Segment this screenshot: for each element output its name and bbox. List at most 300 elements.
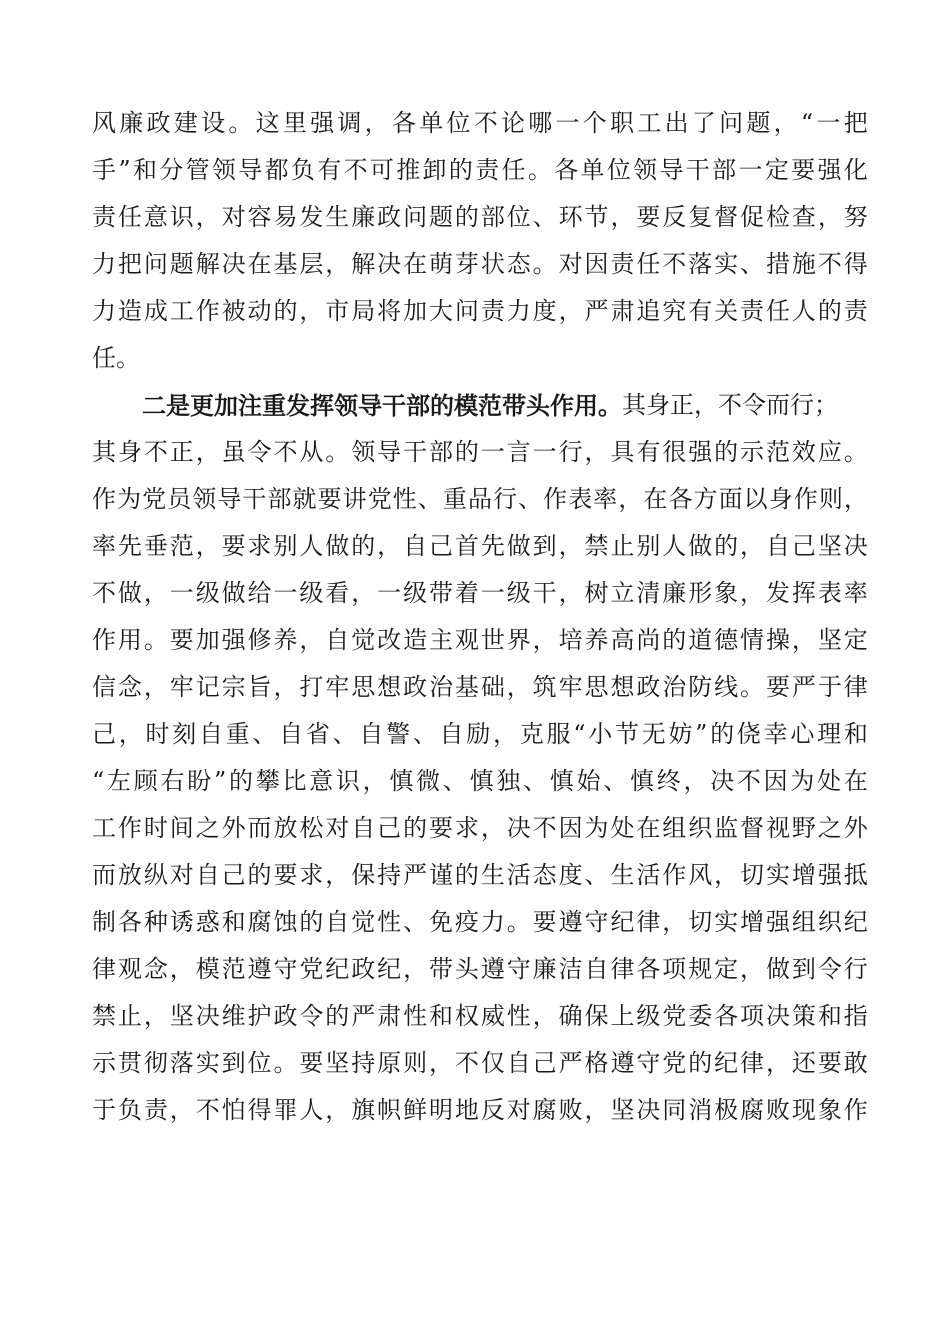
character: 人 xyxy=(299,1096,324,1124)
character: 论 xyxy=(500,109,525,137)
character: 定 xyxy=(764,156,789,184)
character: 持 xyxy=(377,861,402,889)
character: 品 xyxy=(467,485,492,513)
character: 同 xyxy=(662,1096,687,1124)
character: 题 xyxy=(169,250,194,278)
character: 确 xyxy=(558,1002,583,1030)
character: 遵 xyxy=(247,955,272,983)
character: 问 xyxy=(403,203,428,231)
character: 侥 xyxy=(736,720,761,748)
character: 示 xyxy=(92,1049,116,1077)
character: 己 xyxy=(532,1049,557,1077)
character: 要 xyxy=(791,156,816,184)
character: 从 xyxy=(299,438,324,466)
character: 、 xyxy=(412,720,437,748)
character: 卸 xyxy=(422,156,447,184)
character: 单 xyxy=(580,156,605,184)
character: 廉 xyxy=(119,109,144,137)
document-body xyxy=(92,100,868,1134)
character: 问 xyxy=(719,109,744,137)
character: 不 xyxy=(92,579,116,607)
character: 。 xyxy=(228,109,253,137)
character: ， xyxy=(740,532,765,560)
character: 决 xyxy=(710,767,735,795)
character: 工 xyxy=(637,109,662,137)
character: 范 xyxy=(765,438,790,466)
character: 任 xyxy=(501,156,526,184)
character: 责 xyxy=(740,297,765,325)
text-line xyxy=(92,617,868,664)
character: ， xyxy=(662,908,687,936)
text-line xyxy=(92,711,868,758)
character: 、 xyxy=(740,250,765,278)
character: 题 xyxy=(428,203,453,231)
character: 实 xyxy=(765,861,790,889)
character: 不 xyxy=(143,438,168,466)
character: 先 xyxy=(117,532,142,560)
character: 、 xyxy=(518,485,543,513)
character: 发 xyxy=(765,579,790,607)
character: 发 xyxy=(299,203,324,231)
character: 很 xyxy=(662,438,687,466)
character: 牢 xyxy=(558,673,583,701)
text-line xyxy=(92,429,868,476)
character: 帜 xyxy=(377,1096,402,1124)
character: 党 xyxy=(142,485,167,513)
character: ， xyxy=(169,955,194,983)
character: 外 xyxy=(221,814,246,842)
character: 思 xyxy=(584,673,609,701)
character: 先 xyxy=(480,532,505,560)
character: 得 xyxy=(247,1096,272,1124)
character: 维 xyxy=(221,1002,246,1030)
character: 做 xyxy=(117,579,142,607)
character: 委 xyxy=(688,1002,713,1030)
character: 解 xyxy=(195,250,220,278)
character: 禁 xyxy=(92,1002,116,1030)
character: 纪 xyxy=(843,908,868,936)
character: 的 xyxy=(448,156,473,184)
character: 省 xyxy=(305,720,330,748)
character: 着 xyxy=(454,579,479,607)
character: 要 xyxy=(317,485,342,513)
character: 谨 xyxy=(428,861,453,889)
character: 免 xyxy=(428,908,453,936)
character: 作 xyxy=(195,297,220,325)
character: 牢 xyxy=(169,673,194,701)
character: ， xyxy=(118,720,143,748)
character: 带 xyxy=(428,579,453,607)
character: 牢 xyxy=(325,673,350,701)
character: 腐 xyxy=(247,908,272,936)
character: 慎 xyxy=(549,767,574,795)
character: 。 xyxy=(273,1049,298,1077)
character: 言 xyxy=(506,438,531,466)
character: 、 xyxy=(252,720,277,748)
character: 各 xyxy=(554,156,579,184)
character: 力 xyxy=(480,908,505,936)
character: ， xyxy=(325,250,350,278)
character: 想 xyxy=(610,673,635,701)
character: 松 xyxy=(299,814,324,842)
character: 头 xyxy=(454,955,479,983)
character: 决 xyxy=(636,1096,661,1124)
character: 导 xyxy=(217,485,242,513)
character: 的 xyxy=(817,297,842,325)
character: 措 xyxy=(765,250,790,278)
character: ， xyxy=(610,203,635,231)
character: 实 xyxy=(714,908,739,936)
character: 各 xyxy=(714,1002,739,1030)
character: 的 xyxy=(351,532,376,560)
character: 级 xyxy=(299,579,324,607)
character: 在 xyxy=(643,485,668,513)
character: 人 xyxy=(662,532,687,560)
character: 率 xyxy=(843,579,868,607)
character: 和 xyxy=(221,908,246,936)
character: 而 xyxy=(247,814,272,842)
character: 问 xyxy=(454,297,479,325)
character: 动 xyxy=(247,297,272,325)
character: ， xyxy=(428,1049,453,1077)
text-line xyxy=(92,382,868,429)
character: 令 xyxy=(299,1002,324,1030)
character: 刻 xyxy=(172,720,197,748)
character: “ xyxy=(800,109,814,137)
text-line xyxy=(92,335,868,382)
character: 决 xyxy=(221,250,246,278)
character: 关 xyxy=(714,297,739,325)
character: 识 xyxy=(335,767,360,795)
character: 单 xyxy=(419,109,444,137)
character: 里 xyxy=(282,109,307,137)
character: 自 xyxy=(279,720,304,748)
character: 的 xyxy=(454,438,479,466)
character: 、 xyxy=(532,203,557,231)
character: 化 xyxy=(843,156,868,184)
character: 幸 xyxy=(763,720,788,748)
character: 念 xyxy=(117,673,142,701)
character: 始 xyxy=(576,767,601,795)
character: 风 xyxy=(92,109,116,137)
character: 时 xyxy=(143,814,168,842)
character: 。 xyxy=(506,908,531,936)
character: 为 xyxy=(117,485,142,513)
character: 清 xyxy=(636,579,661,607)
character: 、 xyxy=(417,485,442,513)
character: 不 xyxy=(343,156,368,184)
character: 自 xyxy=(325,626,350,654)
character: 筑 xyxy=(532,673,557,701)
character: 警 xyxy=(386,720,411,748)
character: 的 xyxy=(299,908,324,936)
character: 为 xyxy=(790,767,815,795)
character: 攀 xyxy=(255,767,280,795)
character: 被 xyxy=(221,297,246,325)
character: 的 xyxy=(714,532,739,560)
character: 疫 xyxy=(454,908,479,936)
character: ” xyxy=(695,720,708,748)
character: 尚 xyxy=(636,626,661,654)
character: 党 xyxy=(662,1049,687,1077)
character: ， xyxy=(740,955,765,983)
character: 在 xyxy=(636,814,661,842)
character: 芽 xyxy=(454,250,479,278)
character: ， xyxy=(377,532,402,560)
character: 象 xyxy=(817,1096,842,1124)
character: 。 xyxy=(740,673,765,701)
character: 不 xyxy=(454,1049,479,1077)
character: 、 xyxy=(523,767,548,795)
character: 增 xyxy=(740,908,765,936)
character: 项 xyxy=(740,1002,765,1030)
character: 部 xyxy=(712,156,737,184)
character: 应 xyxy=(817,438,842,466)
character: 作 xyxy=(117,814,142,842)
character: 态 xyxy=(532,861,557,889)
character: 督 xyxy=(740,814,765,842)
character: 问 xyxy=(143,250,168,278)
character: 面 xyxy=(718,485,743,513)
character: 于 xyxy=(92,1096,116,1124)
character: 指 xyxy=(843,1002,868,1030)
character: 行 xyxy=(493,485,517,513)
character: 组 xyxy=(662,814,687,842)
character: 垂 xyxy=(143,532,168,560)
character: 局 xyxy=(351,297,376,325)
character: 各 xyxy=(391,109,416,137)
character: 做 xyxy=(765,955,790,983)
character: 一 xyxy=(532,438,557,466)
character: 要 xyxy=(221,532,246,560)
character: 带 xyxy=(428,955,453,983)
character: 信 xyxy=(92,673,116,701)
character: 止 xyxy=(610,532,635,560)
character: 作 xyxy=(543,485,568,513)
character: “ xyxy=(92,767,105,795)
character: 想 xyxy=(377,673,402,701)
character: 强 xyxy=(688,438,713,466)
character: 的 xyxy=(273,297,298,325)
character: 则 xyxy=(403,1049,428,1077)
character: 生 xyxy=(610,861,635,889)
character: 念 xyxy=(143,955,168,983)
character: 以 xyxy=(743,485,768,513)
character: 守 xyxy=(506,955,531,983)
character: 责 xyxy=(475,156,500,184)
character: 加 xyxy=(195,626,220,654)
character: 的 xyxy=(688,1049,713,1077)
character: 干 xyxy=(532,579,557,607)
character: 性 xyxy=(377,908,402,936)
character: 和 xyxy=(817,1002,842,1030)
character: 在 xyxy=(843,767,868,795)
character: 令 xyxy=(817,955,842,983)
character: 身 xyxy=(768,485,793,513)
character: 施 xyxy=(791,250,816,278)
character: 层 xyxy=(299,250,324,278)
character: 不 xyxy=(532,814,557,842)
character: 生 xyxy=(325,203,350,231)
character: 情 xyxy=(740,626,765,654)
character: ， xyxy=(143,579,168,607)
character: 自 xyxy=(439,720,464,748)
character: 宗 xyxy=(221,673,246,701)
character: ， xyxy=(325,861,350,889)
character: ， xyxy=(403,955,428,983)
text-line xyxy=(92,852,868,899)
character: 记 xyxy=(195,673,220,701)
character: ， xyxy=(558,579,583,607)
character: 分 xyxy=(159,156,184,184)
character: 建 xyxy=(173,109,198,137)
character: 风 xyxy=(688,861,713,889)
character: 易 xyxy=(273,203,298,231)
character: 旨 xyxy=(247,673,272,701)
character: 严 xyxy=(584,297,609,325)
character: 示 xyxy=(740,438,765,466)
character: ， xyxy=(493,720,518,748)
character: 位 xyxy=(446,109,471,137)
character: 极 xyxy=(714,1096,739,1124)
character: 的 xyxy=(228,767,253,795)
character: 重 xyxy=(225,720,250,748)
character: 人 xyxy=(791,297,816,325)
character: 律 xyxy=(843,673,868,701)
character: 性 xyxy=(506,1002,531,1030)
character: 到 xyxy=(221,1049,246,1077)
character: 和 xyxy=(843,720,868,748)
character: 不 xyxy=(273,438,298,466)
character: 管 xyxy=(185,156,210,184)
character: ， xyxy=(791,626,816,654)
text-line xyxy=(92,993,868,1040)
character: 保 xyxy=(584,1002,609,1030)
character: 止 xyxy=(117,1002,142,1030)
character: 遵 xyxy=(480,955,505,983)
character: 的 xyxy=(662,626,687,654)
character: 要 xyxy=(299,1049,324,1077)
character: 顾 xyxy=(133,767,158,795)
character: ， xyxy=(169,1096,194,1124)
character: 明 xyxy=(428,1096,453,1124)
text-line xyxy=(92,194,868,241)
character: 决 xyxy=(195,1002,220,1030)
character: 求 xyxy=(299,861,324,889)
character: 纵 xyxy=(143,861,168,889)
character: 的 xyxy=(403,814,428,842)
character: 一 xyxy=(480,438,505,466)
character: 为 xyxy=(584,814,609,842)
character: 己 xyxy=(221,861,246,889)
character: 洁 xyxy=(558,955,583,983)
character: 纪 xyxy=(377,955,402,983)
character: 定 xyxy=(714,955,739,983)
character: 因 xyxy=(763,767,788,795)
character: 不 xyxy=(817,250,842,278)
character: 其 xyxy=(92,438,116,466)
character: 纪 xyxy=(714,1049,739,1077)
character: 的 xyxy=(710,720,735,748)
character: 种 xyxy=(143,908,168,936)
character: 行 xyxy=(843,955,868,983)
character: 到 xyxy=(532,532,557,560)
character: 身 xyxy=(117,438,142,466)
character: 工 xyxy=(92,814,116,842)
character: 对 xyxy=(169,861,194,889)
character: 查 xyxy=(791,203,816,231)
character: 德 xyxy=(714,626,739,654)
character: 节 xyxy=(584,203,609,231)
character: 一 xyxy=(377,579,402,607)
character: 调 xyxy=(337,109,362,137)
character: 工 xyxy=(169,297,194,325)
character: 护 xyxy=(247,1002,272,1030)
character: ” xyxy=(213,767,227,795)
character: 实 xyxy=(714,250,739,278)
character: 造 xyxy=(117,297,142,325)
character: 严 xyxy=(791,673,816,701)
character: 树 xyxy=(584,579,609,607)
character: 造 xyxy=(403,626,428,654)
character: 策 xyxy=(791,1002,816,1030)
character: 的 xyxy=(454,203,479,231)
character: 作 xyxy=(662,861,687,889)
text-line xyxy=(92,476,868,523)
character: 要 xyxy=(817,1049,842,1077)
character: 职 xyxy=(610,109,635,137)
character: 放 xyxy=(273,814,298,842)
character: 的 xyxy=(325,1002,350,1030)
character: ， xyxy=(584,438,609,466)
character: 则 xyxy=(818,485,843,513)
character: 对 xyxy=(558,250,583,278)
character: 一 xyxy=(169,579,194,607)
character: 强 xyxy=(817,156,842,184)
character: 律 xyxy=(92,955,116,983)
character: 之 xyxy=(817,814,842,842)
character: 各 xyxy=(668,485,693,513)
character: 敢 xyxy=(843,1049,868,1077)
character: 持 xyxy=(351,1049,376,1077)
character: 左 xyxy=(107,767,132,795)
character: 肃 xyxy=(610,297,635,325)
character: 和 xyxy=(132,156,157,184)
character: 鲜 xyxy=(403,1096,428,1124)
text-line xyxy=(92,570,868,617)
character: 规 xyxy=(688,955,713,983)
character: 对 xyxy=(325,814,350,842)
character: 任 xyxy=(636,250,661,278)
character: 理 xyxy=(817,720,842,748)
character: 就 xyxy=(292,485,317,513)
character: 努 xyxy=(843,203,868,231)
character: 挥 xyxy=(791,579,816,607)
character: 责 xyxy=(92,203,116,231)
character: 了 xyxy=(691,109,716,137)
character: 操 xyxy=(765,626,790,654)
character: 格 xyxy=(584,1049,609,1077)
character: 正 xyxy=(169,438,194,466)
line-text: 任。 xyxy=(92,344,140,372)
character: 项 xyxy=(662,955,687,983)
character: 一 xyxy=(816,109,841,137)
character: 律 xyxy=(740,1049,765,1077)
character: 反 xyxy=(662,203,687,231)
character: 上 xyxy=(610,1002,635,1030)
character: 容 xyxy=(247,203,272,231)
character: 自 xyxy=(765,532,790,560)
